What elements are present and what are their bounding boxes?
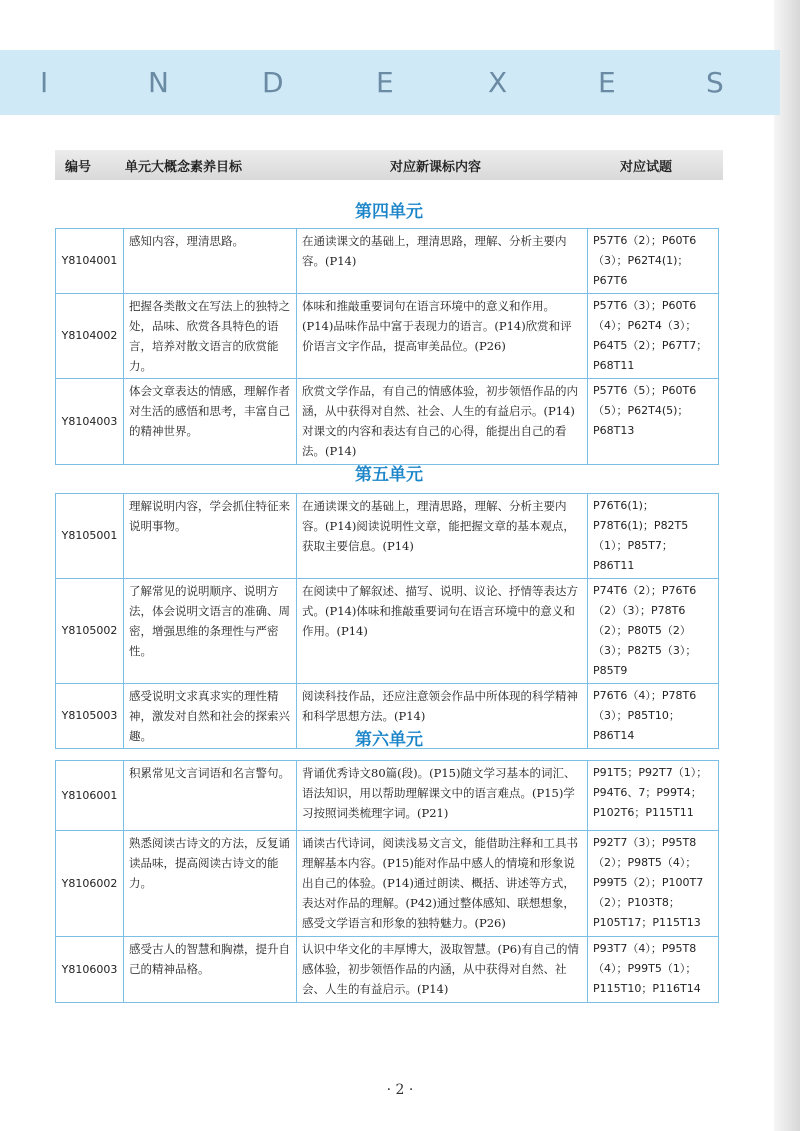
unit-table [55, 760, 719, 1003]
row-goal: 理解说明内容，学会抓住特征来说明事物。 [124, 494, 297, 579]
row-tests: P57T6（2）；P60T6（3）；P62T4(1)；P67T6 [588, 229, 719, 294]
banner-letter: E [598, 66, 616, 99]
row-code: Y8104002 [56, 294, 124, 379]
table-row [56, 579, 719, 684]
row-standard: 阅读科技作品，还应注意领会作品中所体现的科学精神和科学思想方法。(P14) [297, 684, 588, 749]
banner-letters [0, 50, 780, 115]
header-goal: 单元大概念素养目标 [125, 159, 243, 175]
row-tests: P57T6（5）；P60T6（5）；P62T4(5)；P68T13 [588, 379, 719, 465]
row-goal: 体会文章表达的情感，理解作者对生活的感悟和思考，丰富自己的精神世界。 [124, 379, 297, 465]
row-code: Y8104003 [56, 379, 124, 465]
row-goal: 感受古人的智慧和胸襟，提升自己的精神品格。 [124, 937, 297, 1003]
row-tests: P91T5；P92T7（1）；P94T6、7；P99T4；P102T6；P115T11 [588, 761, 719, 831]
page-number: · 2 · [386, 1082, 414, 1098]
row-code: Y8104001 [56, 229, 124, 294]
unit-table [55, 228, 719, 465]
banner-letter: E [376, 66, 394, 99]
scan-edge-shadow [774, 0, 800, 1131]
table-row [56, 831, 719, 937]
row-goal: 把握各类散文在写法上的独特之处，品味、欣赏各具特色的语言，培养对散文语言的欣赏能力。 [124, 294, 297, 379]
unit-title: 第四单元 [355, 202, 423, 222]
table-row [56, 761, 719, 831]
unit-title: 第五单元 [355, 465, 423, 485]
row-code: Y8105001 [56, 494, 124, 579]
table-row [56, 379, 719, 465]
header-code: 编号 [65, 159, 92, 175]
banner-letter: X [488, 66, 508, 99]
row-code: Y8106002 [56, 831, 124, 937]
row-goal: 感知内容，理清思路。 [124, 229, 297, 294]
row-standard: 在阅读中了解叙述、描写、说明、议论、抒情等表达方式。(P14)体味和推敲重要词句在语言环境中的意义和作用。(P14) [297, 579, 588, 684]
row-standard: 体味和推敲重要词句在语言环境中的意义和作用。(P14)品味作品中富于表现力的语言。(P14)欣赏和评价语言文字作品，提高审美品位。(P26) [297, 294, 588, 379]
row-goal: 感受说明文求真求实的理性精神，激发对自然和社会的探索兴趣。 [124, 684, 297, 749]
row-standard: 在通读课文的基础上，理清思路，理解、分析主要内容。(P14)阅读说明性文章，能把握文章的基本观点，获取主要信息。(P14) [297, 494, 588, 579]
banner-letter: N [148, 66, 169, 99]
banner-letter: S [706, 66, 724, 99]
row-standard: 背诵优秀诗文80篇(段)。(P15)随文学习基本的词汇、语法知识，用以帮助理解课文中的语言难点。(P15)学习按照词类梳理字词。(P21) [297, 761, 588, 831]
row-tests: P57T6（3）；P60T6（4）；P62T4（3）；P64T5（2）；P67T7；P68T11 [588, 294, 719, 379]
row-standard: 欣赏文学作品，有自己的情感体验，初步领悟作品的内涵，从中获得对自然、社会、人生的有益启示。(P14)对课文的内容和表达有自己的心得，能提出自己的看法。(P14) [297, 379, 588, 465]
row-goal: 积累常见文言词语和名言警句。 [124, 761, 297, 831]
row-standard: 认识中华文化的丰厚博大，汲取智慧。(P6)有自己的情感体验，初步领悟作品的内涵，从中获得对自然、社会、人生的有益启示。(P14) [297, 937, 588, 1003]
table-header [55, 150, 723, 180]
row-tests: P74T6（2）；P76T6（2）（3）；P78T6（2）；P80T5（2）（3）；P82T5（3）；P85T9 [588, 579, 719, 684]
row-standard: 在通读课文的基础上，理清思路，理解、分析主要内容。(P14) [297, 229, 588, 294]
row-tests: P92T7（3）；P95T8（2）；P98T5（4）；P99T5（2）；P100T7（2）；P103T8；P105T17；P115T13 [588, 831, 719, 937]
table-row [56, 937, 719, 1003]
row-code: Y8105003 [56, 684, 124, 749]
banner-letter: D [262, 66, 284, 99]
row-tests: P93T7（4）；P95T8（4）；P99T5（1）；P115T10；P116T14 [588, 937, 719, 1003]
unit-title: 第六单元 [355, 730, 423, 750]
row-code: Y8106003 [56, 937, 124, 1003]
row-tests: P76T6（4）；P78T6（3）；P85T10；P86T14 [588, 684, 719, 749]
banner-letter: I [40, 66, 49, 99]
table-row [56, 294, 719, 379]
header-standard: 对应新课标内容 [390, 159, 482, 175]
row-code: Y8105002 [56, 579, 124, 684]
table-row [56, 229, 719, 294]
row-goal: 熟悉阅读古诗文的方法，反复诵读品味，提高阅读古诗文的能力。 [124, 831, 297, 937]
row-tests: P76T6(1)；P78T6(1)；P82T5（1）；P85T7；P86T11 [588, 494, 719, 579]
row-standard: 诵读古代诗词，阅读浅易文言文，能借助注释和工具书理解基本内容。(P15)能对作品中感人的情境和形象说出自己的体验。(P14)通过朗读、概括、讲述等方式，表达对作品的理解。(P42)通过整体感知、联想想象，感受文学语言和形象的独特魅力。(P26) [297, 831, 588, 937]
table-row [56, 494, 719, 579]
indexes-banner [0, 50, 780, 115]
header-tests: 对应试题 [620, 159, 673, 175]
row-code: Y8106001 [56, 761, 124, 831]
unit-table [55, 493, 719, 749]
row-goal: 了解常见的说明顺序、说明方法，体会说明文语言的准确、周密，增强思维的条理性与严密性。 [124, 579, 297, 684]
